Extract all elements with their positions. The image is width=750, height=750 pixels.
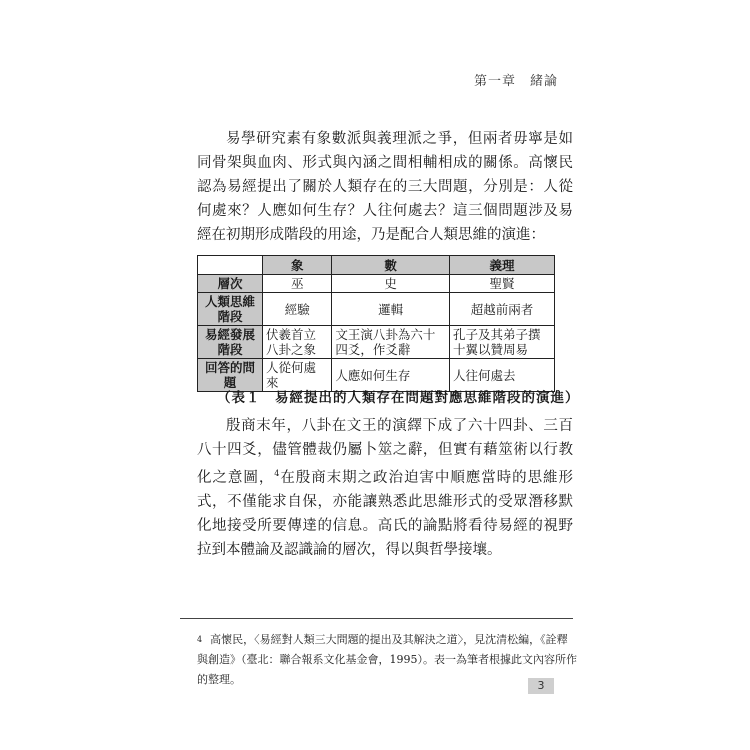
paragraph-1: 易學研究素有象數派與義理派之爭，但兩者毋寧是如同骨架與血肉、形式與內涵之間相輔相成的關係。高懷民認為易經提出了關於人類存在的三大問題，分別是：人從何處來？人應如何生存？人往何處去？這三個問題涉及易經在初期形成階段的用途，乃是配合人類思維的演進：	[197, 131, 573, 243]
table-header-cell: 義理	[449, 256, 554, 275]
table-cell: 孔子及其弟子撰十翼以贊周易	[449, 326, 554, 359]
table-cell: 巫	[263, 275, 332, 293]
table-row	[198, 293, 555, 326]
paragraph-2-text-a: 殷商末年，八卦在文王的演繹下成了六十四卦、三百八十四爻，儘管體裁仍屬卜筮之辭，但實有藉筮術以行教化之意圖，	[197, 418, 573, 486]
table-cell: 文王演八卦為六十四爻，作爻辭	[332, 326, 450, 359]
paragraph-2-text-b: 在殷商末期之政治迫害中順應當時的思維形式，不僅能求自保，亦能讓熟悉此思維形式的受眾潛移默化地接受所要傳達的信息。高氏的論點將看待易經的視野拉到本體論及認識論的層次，得以與哲學接壤。	[197, 469, 574, 558]
table-cell: 邏輯	[332, 293, 450, 326]
table-cell: 經驗	[263, 293, 332, 326]
footnote-text: 高懷民，〈易經對人類三大問題的提出及其解決之道〉，見沈清松編，《詮釋與創造》（臺北：聯合報系文化基金會，1995）。表一為筆者根據此文內容所作的整理。	[197, 633, 577, 686]
table-cell: 人應如何生存	[332, 359, 450, 392]
table-cell: 人往何處去	[449, 359, 554, 392]
row-label: 人類思維階段	[198, 293, 263, 326]
table-row	[198, 326, 555, 359]
row-label: 回答的問題	[198, 359, 263, 392]
table-header-row	[198, 256, 555, 275]
paragraph-2	[197, 414, 573, 562]
footnote-divider	[180, 618, 573, 619]
footnote	[197, 630, 577, 690]
comparison-table	[197, 255, 555, 392]
page-number: 3	[528, 678, 554, 694]
table-caption: （表１ 易經提出的人類存在問題對應思維階段的演進）	[217, 390, 580, 406]
footnote-number: 4	[197, 635, 203, 644]
table-cell: 伏羲首立八卦之象	[263, 326, 332, 359]
table-header-cell	[198, 256, 263, 275]
row-label: 易經發展階段	[198, 326, 263, 359]
table-cell: 史	[332, 275, 450, 293]
table-cell: 超越前兩者	[449, 293, 554, 326]
table-row	[198, 275, 555, 293]
row-label: 層次	[198, 275, 263, 293]
table-cell: 聖賢	[449, 275, 554, 293]
table-header-cell: 象	[263, 256, 332, 275]
footnote-reference[interactable]: 4	[274, 469, 280, 478]
table-cell: 人從何處來	[263, 359, 332, 392]
table-header-cell: 數	[332, 256, 450, 275]
running-header: 第一章 緒論	[473, 74, 558, 89]
